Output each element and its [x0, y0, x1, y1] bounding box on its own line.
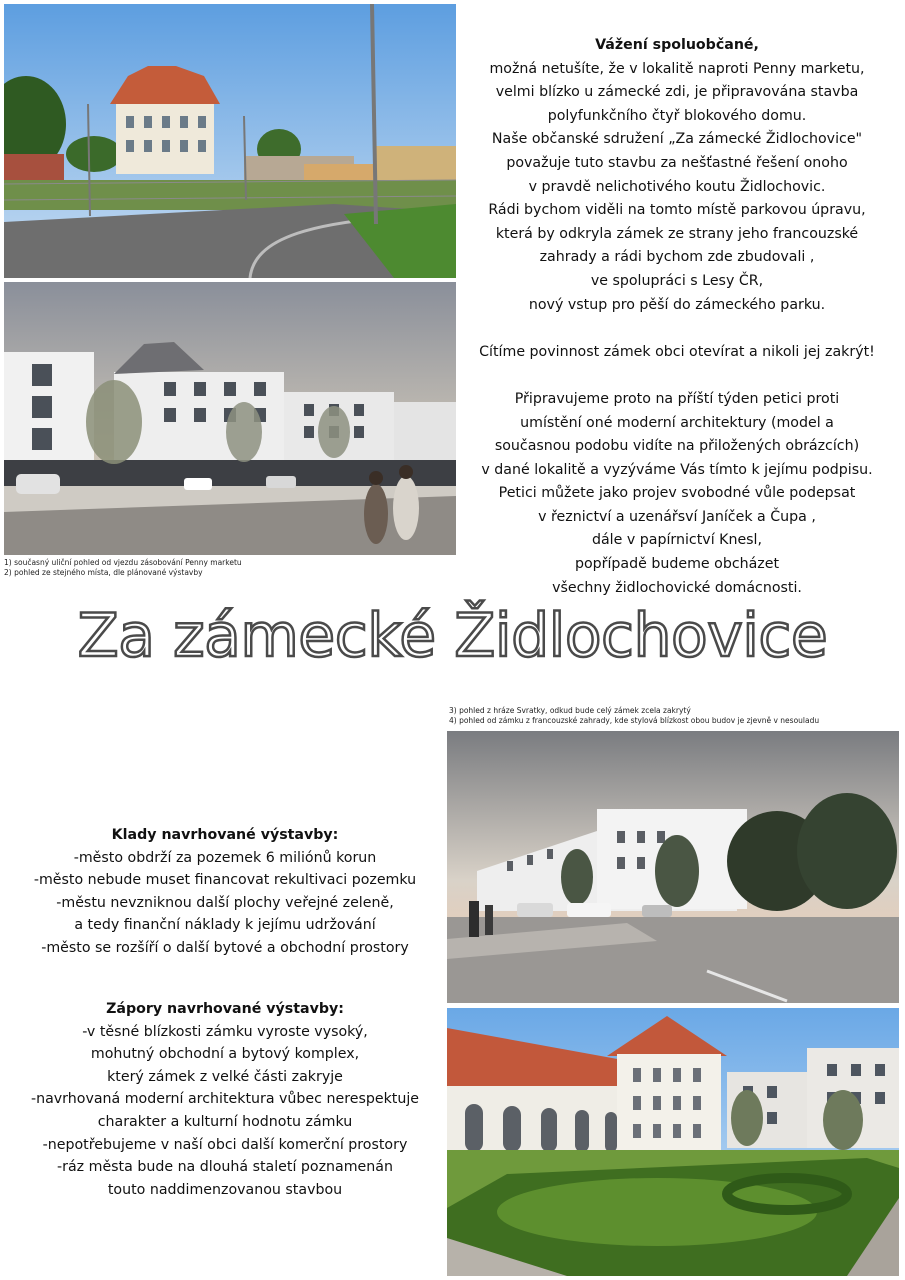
pros-item: -městu nevzniknou další plochy veřejné zeleně,: [56, 894, 394, 911]
letter-line: v pravdě nelichotivého koutu Židlochovic.: [528, 178, 826, 195]
pros-item: -město nebude muset financovat rekultivaci pozemku: [33, 872, 417, 889]
letter-line: dále v papírnictví Knesl,: [591, 532, 763, 549]
letter-greeting: Vážení spoluobčané,: [595, 37, 759, 53]
bottom-photo-captions: [449, 706, 819, 726]
letter-line: umístění oné moderní architektury (model a: [520, 414, 834, 431]
letter-line: nový vstup pro pěší do zámeckého parku.: [528, 296, 826, 313]
cons-item: -ráz města bude na dlouhá staletí poznamenán: [57, 1159, 393, 1176]
photo-current-street-view: [4, 4, 456, 278]
pros-item: -město se rozšíří o další bytové a obchodní prostory: [41, 939, 409, 956]
cons-item: charakter a kulturní hodnotu zámku: [97, 1113, 353, 1130]
top-photo-captions: [4, 558, 242, 578]
cons-section: [10, 998, 440, 1201]
letter-line: velmi blízko u zámecké zdi, je připravována stavba: [495, 84, 859, 101]
letter-line: současnou podobu vidíte na přiložených obrázcích): [494, 438, 860, 455]
letter-line: Rádi bychom viděli na tomto místě parkovou úpravu,: [488, 202, 866, 219]
cons-heading: Zápory navrhované výstavby:: [106, 1001, 344, 1017]
letter-line: ve spolupráci s Lesy ČR,: [590, 272, 764, 289]
cons-item: -navrhovaná moderní architektura vůbec nerespektuje: [30, 1091, 420, 1108]
caption-line: 3) pohled z hráze Svratky, odkud bude celý zámek zcela zakrytý: [449, 706, 691, 715]
cons-item: touto naddimenzovanou stavbou: [107, 1181, 343, 1198]
letter-line: všechny židlochovické domácnosti.: [552, 579, 802, 596]
cons-item: -v těsné blízkosti zámku vyroste vysoký,: [82, 1023, 368, 1040]
letter-line: možná netušíte, že v lokalitě naproti Penny marketu,: [489, 60, 865, 77]
caption-line: 2) pohled ze stejného místa, dle plánované výstavby: [4, 568, 203, 577]
photo-garden-view-render: [447, 1008, 899, 1276]
cons-item: -nepotřebujeme v naší obci další komerční prostory: [42, 1136, 408, 1153]
pros-heading: Klady navrhované výstavby:: [111, 827, 339, 843]
letter-appeal: Cítíme povinnost zámek obci otevírat a nikoli jej zakrýt!: [479, 343, 875, 360]
letter-text: [462, 34, 892, 600]
cons-item: mohutný obchodní a bytový komplex,: [90, 1046, 360, 1063]
cons-item: který zámek z velké části zakryje: [107, 1068, 343, 1085]
letter-line: Naše občanské sdružení „Za zámecké Židlochovice": [491, 131, 863, 148]
letter-line: popřípadě budeme obcházet: [574, 556, 780, 573]
letter-line: považuje tuto stavbu za nešťastné řešení onoho: [506, 154, 848, 171]
photo-planned-building-render: [4, 282, 456, 555]
letter-line: která by odkryla zámek ze strany jeho francouzské: [495, 225, 859, 242]
pros-item: -město obdrží za pozemek 6 miliónů korun: [73, 849, 377, 866]
letter-line: v dané lokalitě a vyzýváme Vás tímto k jejímu podpisu.: [481, 461, 873, 478]
photo-dam-view-render: [447, 731, 899, 1003]
caption-line: 1) současný uliční pohled od vjezdu zásobování Penny marketu: [4, 558, 242, 567]
letter-line: v řeznictví a uzenářsví Janíček a Čupa ,: [538, 508, 816, 525]
poster-title: Za zámecké Židlochovice: [77, 601, 828, 671]
pros-section: [10, 824, 440, 960]
pros-item: a tedy finanční náklady k jejímu udržování: [74, 917, 376, 934]
letter-line: zahrady a rádi bychom zde zbudovali ,: [539, 249, 815, 266]
letter-line: Petici můžete jako projev svobodné vůle podepsat: [498, 485, 856, 502]
letter-line: polyfunkčního čtyř blokového domu.: [547, 107, 807, 124]
caption-line: 4) pohled od zámku z francouzské zahrady, kde stylová blízkost obou budov je zjevně v nesouladu: [449, 716, 820, 725]
letter-line: Připravujeme proto na příští týden petici proti: [514, 390, 840, 407]
